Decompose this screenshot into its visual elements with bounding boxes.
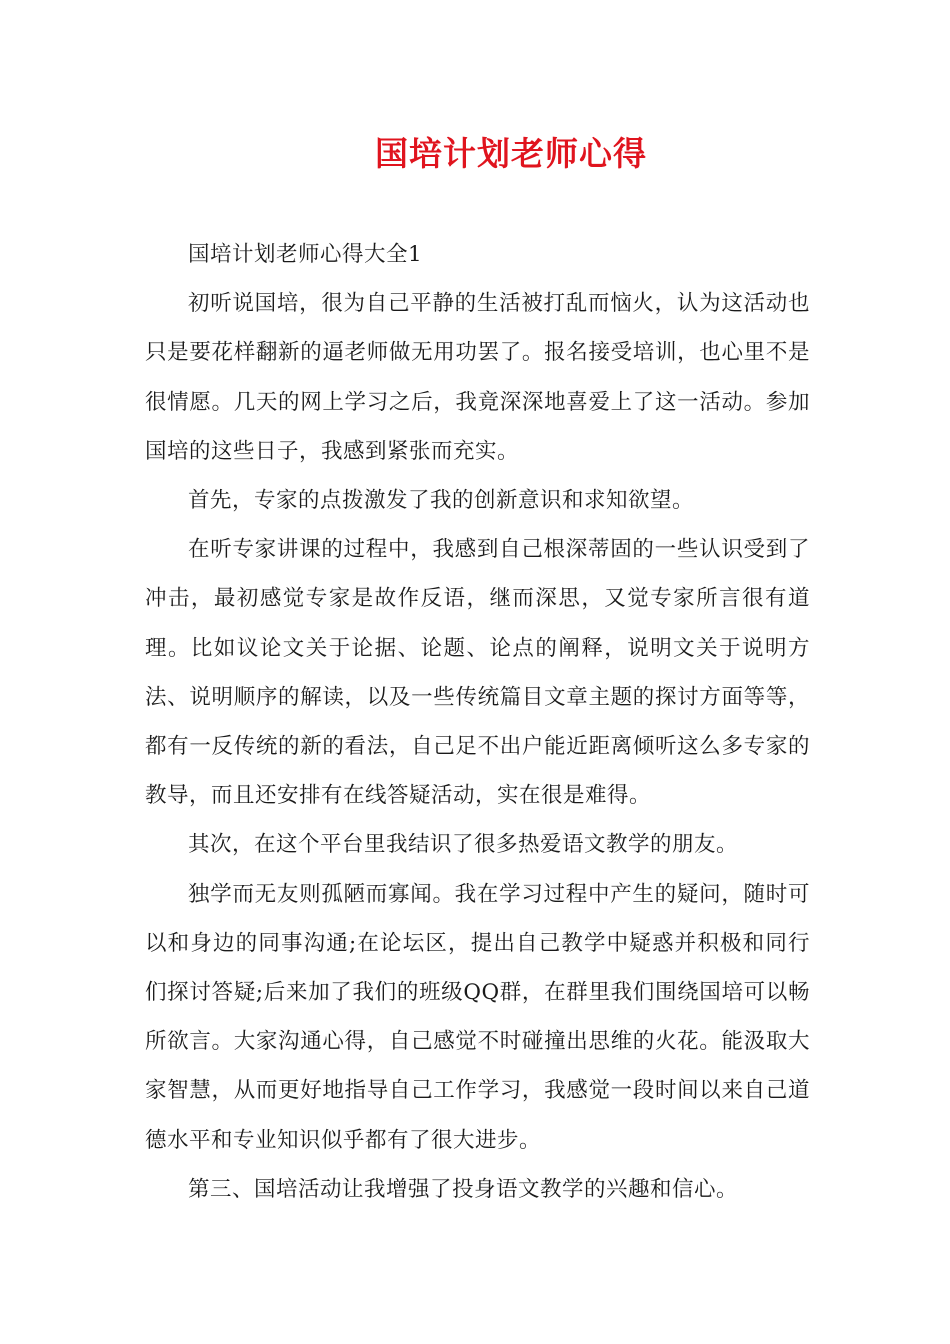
paragraph: 在听专家讲课的过程中，我感到自己根深蒂固的一些认识受到了冲击，最初感觉专家是故作反语，继而深思，又觉专家所言很有道理。比如议论文关于论据、论题、论点的阐释，说明文关于说明方法、说明顺序的解读，以及一些传统篇目文章主题的探讨方面等等，都有一反传统的新的看法，自己足不出户能近距离倾听这么多专家的教导，而且还安排有在线答疑活动，实在很是难得。 bbox=[145, 537, 810, 809]
paragraph: 其次，在这个平台里我结识了很多热爱语文教学的朋友。 bbox=[188, 832, 739, 858]
paragraph: 第三、国培活动让我增强了投身语文教学的兴趣和信心。 bbox=[188, 1176, 739, 1202]
document-body bbox=[145, 230, 810, 1214]
paragraph: 独学而无友则孤陋而寡闻。我在学习过程中产生的疑问，随时可以和身边的同事沟通;在论坛区，提出自己教学中疑惑并积极和同行们探讨答疑;后来加了我们的班级QQ群，在群里我们围绕国培可以畅所欲言。大家沟通心得，自己感觉不时碰撞出思维的火花。能汲取大家智慧，从而更好地指导自己工作学习，我感觉一段时间以来自己道德水平和专业知识似乎都有了很大进步。 bbox=[145, 881, 810, 1153]
document-title: 国培计划老师心得 bbox=[375, 134, 647, 173]
paragraph: 首先，专家的点拨激发了我的创新意识和求知欲望。 bbox=[188, 488, 695, 514]
paragraph: 初听说国培，很为自己平静的生活被打乱而恼火，认为这活动也只是要花样翻新的逼老师做无用功罢了。报名接受培训，也心里不是很情愿。几天的网上学习之后，我竟深深地喜爱上了这一活动。参加国培的这些日子，我感到紧张而充实。 bbox=[145, 291, 810, 464]
paragraph-subtitle: 国培计划老师心得大全1 bbox=[188, 242, 423, 267]
